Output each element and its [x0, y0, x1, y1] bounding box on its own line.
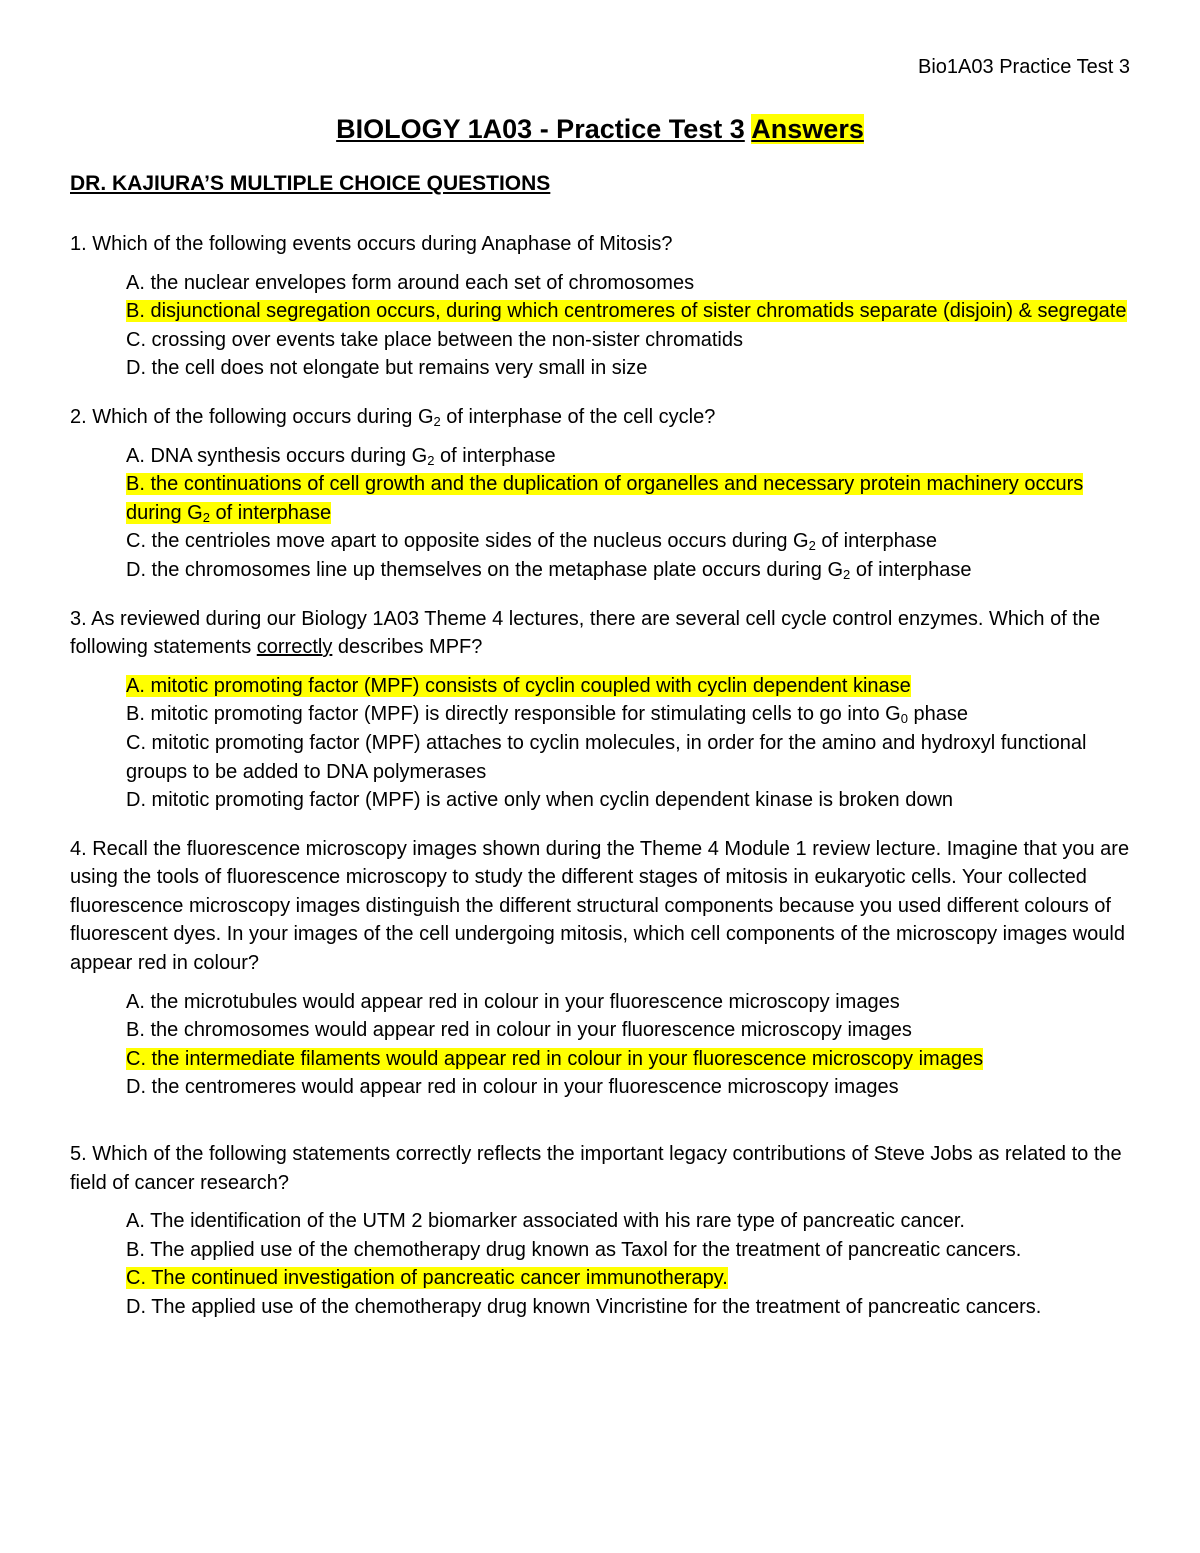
question-5-option-b: B. The applied use of the chemotherapy drug known as Taxol for the treatment of pancreatic cancers. — [126, 1238, 1022, 1261]
question-3-stem — [70, 605, 1130, 662]
option-text: of interphase — [434, 444, 556, 467]
question-2-option-d — [126, 556, 1130, 585]
question-5-option-c-correct — [126, 1264, 1130, 1293]
question-1-option-a: A. the nuclear envelopes form around each set of chromosomes — [126, 271, 695, 294]
answer-highlight: B. disjunctional segregation occurs, during which centromeres of sister chromatids separate (disjoin) & segregate — [126, 300, 1127, 323]
subscript: 2 — [427, 452, 435, 468]
question-1-stem: 1. Which of the following events occurs during Anaphase of Mitosis? — [70, 233, 673, 255]
question-5-option-d: D. The applied use of the chemotherapy drug known Vincristine for the treatment of pancreatic cancers. — [126, 1296, 1042, 1318]
title-main: BIOLOGY 1A03 - Practice Test 3 — [336, 114, 745, 144]
subscript: 0 — [900, 711, 908, 727]
question-2-option-b-correct — [126, 470, 1130, 527]
question-1 — [70, 230, 1130, 383]
stem-text: describes MPF? — [332, 636, 483, 659]
question-3-option-d: D. mitotic promoting factor (MPF) is active only when cyclin dependent kinase is broken down — [126, 789, 954, 812]
question-1-option-d: D. the cell does not elongate but remains very small in size — [126, 357, 648, 380]
subscript: 2 — [433, 413, 441, 429]
stem-text: of interphase of the cell cycle? — [440, 405, 716, 428]
question-3 — [70, 605, 1130, 815]
question-4-option-d: D. the centromeres would appear red in colour in your fluorescence microscopy images — [126, 1076, 899, 1099]
question-3-option-a-correct — [126, 672, 1130, 701]
subscript: 2 — [808, 538, 816, 554]
page-title — [0, 114, 1200, 145]
stem-text: 2. Which of the following occurs during G — [70, 405, 434, 428]
answer-highlight — [126, 473, 1083, 524]
question-2 — [70, 403, 1130, 585]
question-4-option-c-correct — [126, 1045, 1130, 1074]
option-text: of interphase — [815, 530, 938, 553]
option-text: of interphase — [850, 558, 972, 581]
section-heading: DR. KAJIURA’S MULTIPLE CHOICE QUESTIONS — [70, 172, 551, 195]
title-answers-highlight: Answers — [751, 114, 864, 144]
question-2-stem — [70, 403, 1130, 432]
option-text: D. the chromosomes line up themselves on the metaphase plate occurs during G — [126, 558, 844, 581]
answer-highlight: C. The continued investigation of pancreatic cancer immunotherapy. — [126, 1267, 728, 1290]
subscript: 2 — [843, 566, 851, 582]
option-text: of interphase — [209, 501, 332, 524]
answer-highlight: C. the intermediate filaments would appear red in colour in your fluorescence microscopy images — [126, 1047, 984, 1070]
question-5-option-a: A. The identification of the UTM 2 biomarker associated with his rare type of pancreatic cancer. — [126, 1210, 965, 1233]
question-4-option-a: A. the microtubules would appear red in colour in your fluorescence microscopy images — [126, 990, 900, 1013]
question-5-options — [70, 1207, 1130, 1321]
question-4 — [70, 835, 1130, 1102]
option-text: phase — [907, 703, 969, 726]
underlined-word: correctly — [256, 636, 333, 659]
stem-text: 3. As reviewed during our Biology 1A03 Theme 4 lectures, there are several cell cycle control enzymes. Which of the following statements — [70, 607, 1101, 659]
subscript: 2 — [202, 509, 210, 525]
question-3-options — [70, 672, 1130, 815]
option-text: C. the centrioles move apart to opposite sides of the nucleus occurs during G — [126, 530, 809, 553]
running-header: Bio1A03 Practice Test 3 — [918, 56, 1130, 78]
question-2-options — [70, 442, 1130, 585]
question-1-option-b-correct — [126, 297, 1130, 326]
option-text: A. DNA synthesis occurs during G — [126, 444, 428, 467]
question-1-option-c: C. crossing over events take place between the non-sister chromatids — [126, 328, 743, 351]
question-2-option-a — [126, 442, 1130, 471]
option-text: B. mitotic promoting factor (MPF) is directly responsible for stimulating cells to go into G — [126, 703, 901, 726]
question-5-stem: 5. Which of the following statements correctly reflects the important legacy contributions of Steve Jobs as related to the field of cancer research? — [70, 1143, 1122, 1194]
question-2-option-c — [126, 527, 1130, 556]
question-3-option-c: C. mitotic promoting factor (MPF) attaches to cyclin molecules, in order for the amino and hydroxyl functional groups to be added to DNA polymerases — [126, 731, 1087, 783]
question-5 — [70, 1140, 1130, 1322]
answer-highlight: A. mitotic promoting factor (MPF) consists of cyclin coupled with cyclin dependent kinase — [126, 674, 911, 697]
questions-list — [70, 230, 1130, 1342]
question-1-options — [70, 269, 1130, 383]
option-text: B. the continuations of cell growth and the duplication of organelles and necessary protein machinery occurs during G — [126, 473, 1084, 524]
question-3-option-b — [126, 700, 1130, 729]
question-4-stem: 4. Recall the fluorescence microscopy images shown during the Theme 4 Module 1 review lecture. Imagine that you are using the tools of fluorescence microscopy to study the different stages of mitosis in eukaryotic cells. Your collected fluorescence microscopy images distinguish the different structural components because you used different colours of fluorescent dyes. In your images of the cell undergoing mitosis, which cell components of the microscopy images would appear red in colour? — [70, 837, 1130, 975]
question-4-options — [70, 988, 1130, 1102]
question-4-option-b: B. the chromosomes would appear red in colour in your fluorescence microscopy images — [126, 1019, 912, 1042]
